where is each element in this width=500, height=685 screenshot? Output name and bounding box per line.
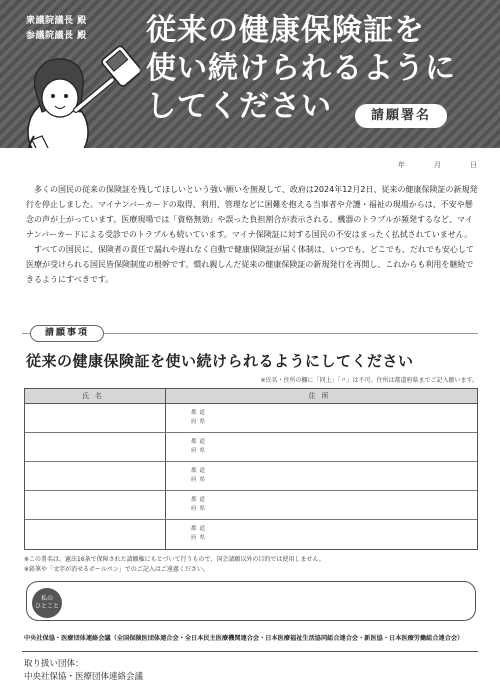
title-line-3: してください	[146, 89, 332, 124]
prefecture-label	[191, 438, 208, 456]
address-field[interactable]	[166, 520, 477, 549]
name-field[interactable]	[25, 491, 166, 519]
address-field[interactable]	[166, 491, 477, 519]
prefecture-label-top: 都道	[191, 439, 209, 445]
petition-item-label-row	[22, 325, 478, 343]
address-field[interactable]	[166, 462, 477, 490]
title-line-2: 使い続けられるように	[146, 51, 456, 86]
name-field[interactable]	[25, 433, 166, 461]
date-day-label: 日	[470, 161, 477, 169]
comment-badge	[32, 588, 62, 618]
signature-table	[24, 388, 478, 550]
name-field[interactable]	[25, 462, 166, 490]
name-field[interactable]	[25, 520, 166, 549]
comment-box[interactable]	[26, 581, 476, 621]
footnote-privacy: ※この署名は、憲法16条で保障された請願権にもとづいて行うもので、国会請願以外の目的では使用しません。	[24, 556, 325, 563]
comment-badge-line-2: ひとこと	[34, 603, 59, 610]
prefecture-label-bottom: 府県	[191, 477, 209, 483]
comment-badge-line-1: 私の	[40, 595, 53, 602]
footnotes	[24, 555, 325, 575]
body-paragraph-2: すべての国民に、保険者の責任で漏れや遅れなく自動で健康保険証が届く体制は、いつでも、どこでも、だれでも安心して医療が受けられる国民皆保険制度の根幹です。慣れ親しんだ従来の健康保険証の新規発行を再開し、これからも利用を継続できるようにすべきです。	[26, 245, 474, 284]
prefecture-label	[191, 496, 208, 514]
organizations-line: 中央社保協・医療団体連絡会議（全国保険医団体連合会・全日本民主医療機関連合会・日本医療福祉生活協同組合連合会・新医協・日本医療労働組合連合会）	[24, 635, 464, 642]
prefecture-label-top: 都道	[191, 468, 209, 474]
signature-row	[25, 491, 477, 520]
name-field[interactable]	[25, 404, 166, 432]
signature-row	[25, 433, 477, 462]
address-field[interactable]	[166, 404, 477, 432]
name-column-header: 氏名	[25, 389, 166, 403]
prefecture-label-top: 都道	[191, 526, 209, 532]
table-instruction-note: ※氏名・住所の欄に「同上」「〃」は不可。住所は都道府県までご記入願います。	[260, 377, 478, 384]
prefecture-label	[191, 409, 208, 427]
signature-row	[25, 404, 477, 433]
signature-row	[25, 462, 477, 491]
divider	[22, 651, 478, 652]
addressee-house-of-representatives: 衆議院議長 殿	[26, 16, 87, 26]
prefecture-label-bottom: 府県	[191, 506, 209, 512]
signature-row	[25, 520, 477, 549]
title-line-1: 従来の健康保険証を	[146, 13, 425, 48]
prefecture-label	[191, 467, 208, 485]
date-month-label: 月	[434, 161, 441, 169]
addressee-house-of-councillors: 参議院議長 殿	[26, 31, 87, 41]
prefecture-label-bottom: 府県	[191, 448, 209, 454]
girl-with-card-reader-illustration	[20, 40, 140, 148]
prefecture-label-bottom: 府県	[191, 535, 209, 541]
petition-item-label: 請願事項	[30, 325, 104, 342]
date-fields	[380, 160, 480, 172]
address-field[interactable]	[166, 433, 477, 461]
header-banner	[0, 0, 500, 148]
prefecture-label-top: 都道	[191, 497, 209, 503]
body-paragraph-1: 多くの国民の従来の保険証を残してほしいという強い願いを無視して、政府は2024年12月2日、従来の健康保険証の新規発行を停止しました。マイナンバーカードの取得、利用、管理などに困難を抱える当事者や介護・福祉の現場からは、不安や懸念の声が上がっています。医療現場では「資格無効」や誤った負担割合が表示される、機器のトラブルが頻発するなど、マイナンバーカードによる受診でのトラブルも続いています。マイナ保険証に対する国民の不安はまったく払拭されていません。	[26, 185, 478, 239]
petition-body	[26, 182, 480, 287]
signature-table-header	[25, 389, 477, 404]
handler-label: 取り扱い団体：	[24, 659, 84, 669]
footnote-pen: ※鉛筆や「文字が消せるボールペン」でのご記入はご遠慮ください。	[24, 566, 209, 573]
date-year-label: 年	[398, 161, 405, 169]
prefecture-label-bottom: 府県	[191, 419, 209, 425]
address-column-header: 住所	[308, 392, 335, 400]
signature-petition-badge: 請願署名	[355, 104, 447, 128]
prefecture-label-top: 都道	[191, 410, 209, 416]
prefecture-label	[191, 525, 208, 543]
handler-name: 中央社保協・医療団体連絡会議	[24, 672, 144, 682]
petition-heading: 従来の健康保険証を使い続けられるようにしてください	[26, 352, 414, 370]
